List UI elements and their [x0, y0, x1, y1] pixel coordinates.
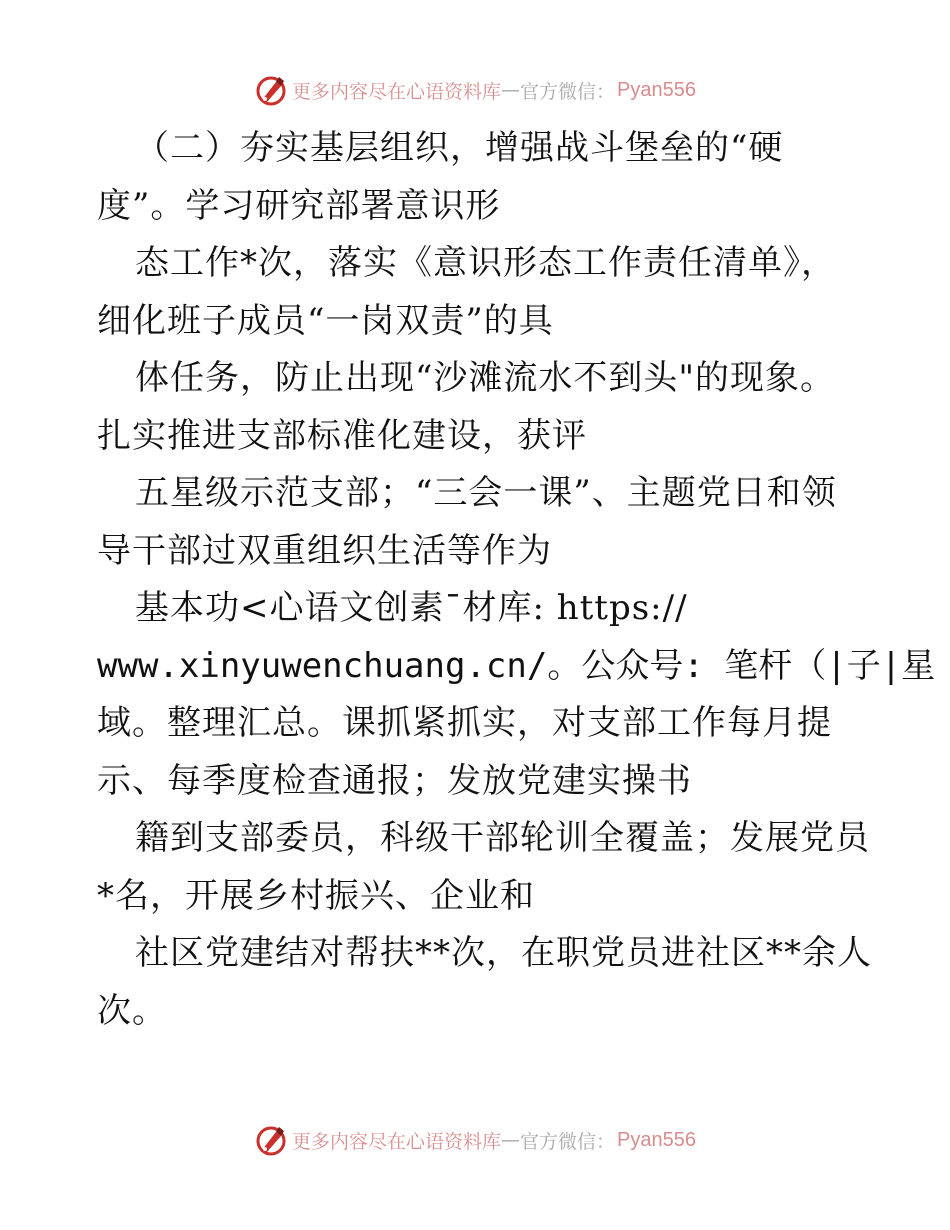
body-line: 次。 — [97, 990, 167, 1031]
banner-separator: — — [501, 1129, 521, 1151]
banner-separator: — — [501, 79, 521, 101]
body-line: 态工作*次，落实《意识形态工作责任清单》， — [135, 243, 836, 283]
body-line: 籍到支部委员，科级干部轮训全覆盖；发展党员 — [135, 818, 870, 858]
body-line: 示、每季度检查通报；发放党建实操书 — [97, 760, 692, 801]
banner-label: 官方微信： — [520, 80, 616, 103]
banner-label: 官方微信： — [520, 1130, 616, 1153]
banner-wechat-id: Pyan556 — [617, 1128, 696, 1151]
body-line: （二）夯实基层组织，增强战斗堡垒的“硬 — [135, 128, 784, 168]
body-line: 域。整理汇总。课抓紧抓实，对支部工作每月提 — [97, 703, 832, 743]
body-line: 导干部过双重组织生活等作为 — [97, 530, 552, 571]
pen-logo-icon — [254, 73, 288, 107]
body-line: 五星级示范支部；“三会一课”、主题党日和领 — [135, 473, 837, 513]
body-line: 基本功<心语文创素¯材库: https:// — [135, 588, 688, 628]
body-line: 度”。学习研究部署意识形 — [97, 185, 501, 226]
body-line: 体任务，防止出现“沙滩流水不到头"的现象。 — [135, 358, 836, 398]
banner-title: 更多内容尽在心语资料库 — [292, 1130, 502, 1153]
body-line: 细化班子成员“一岗双责”的具 — [97, 300, 554, 341]
banner-wechat-id: Pyan556 — [617, 78, 696, 101]
document-body — [97, 120, 936, 1040]
body-line: *名，开展乡村振兴、企业和 — [97, 875, 535, 916]
body-line: 社区党建结对帮扶**次，在职党员进社区**余人 — [135, 933, 872, 973]
body-line: www.xinyuwenchuang.cn/。公众号: 笔杆（|子|星 — [97, 645, 936, 686]
body-line: 扎实推进支部标准化建设，获评 — [97, 415, 587, 456]
header-banner — [0, 70, 950, 110]
pen-logo-icon — [254, 1123, 288, 1157]
banner-title: 更多内容尽在心语资料库 — [292, 80, 502, 103]
footer-banner — [0, 1120, 950, 1160]
